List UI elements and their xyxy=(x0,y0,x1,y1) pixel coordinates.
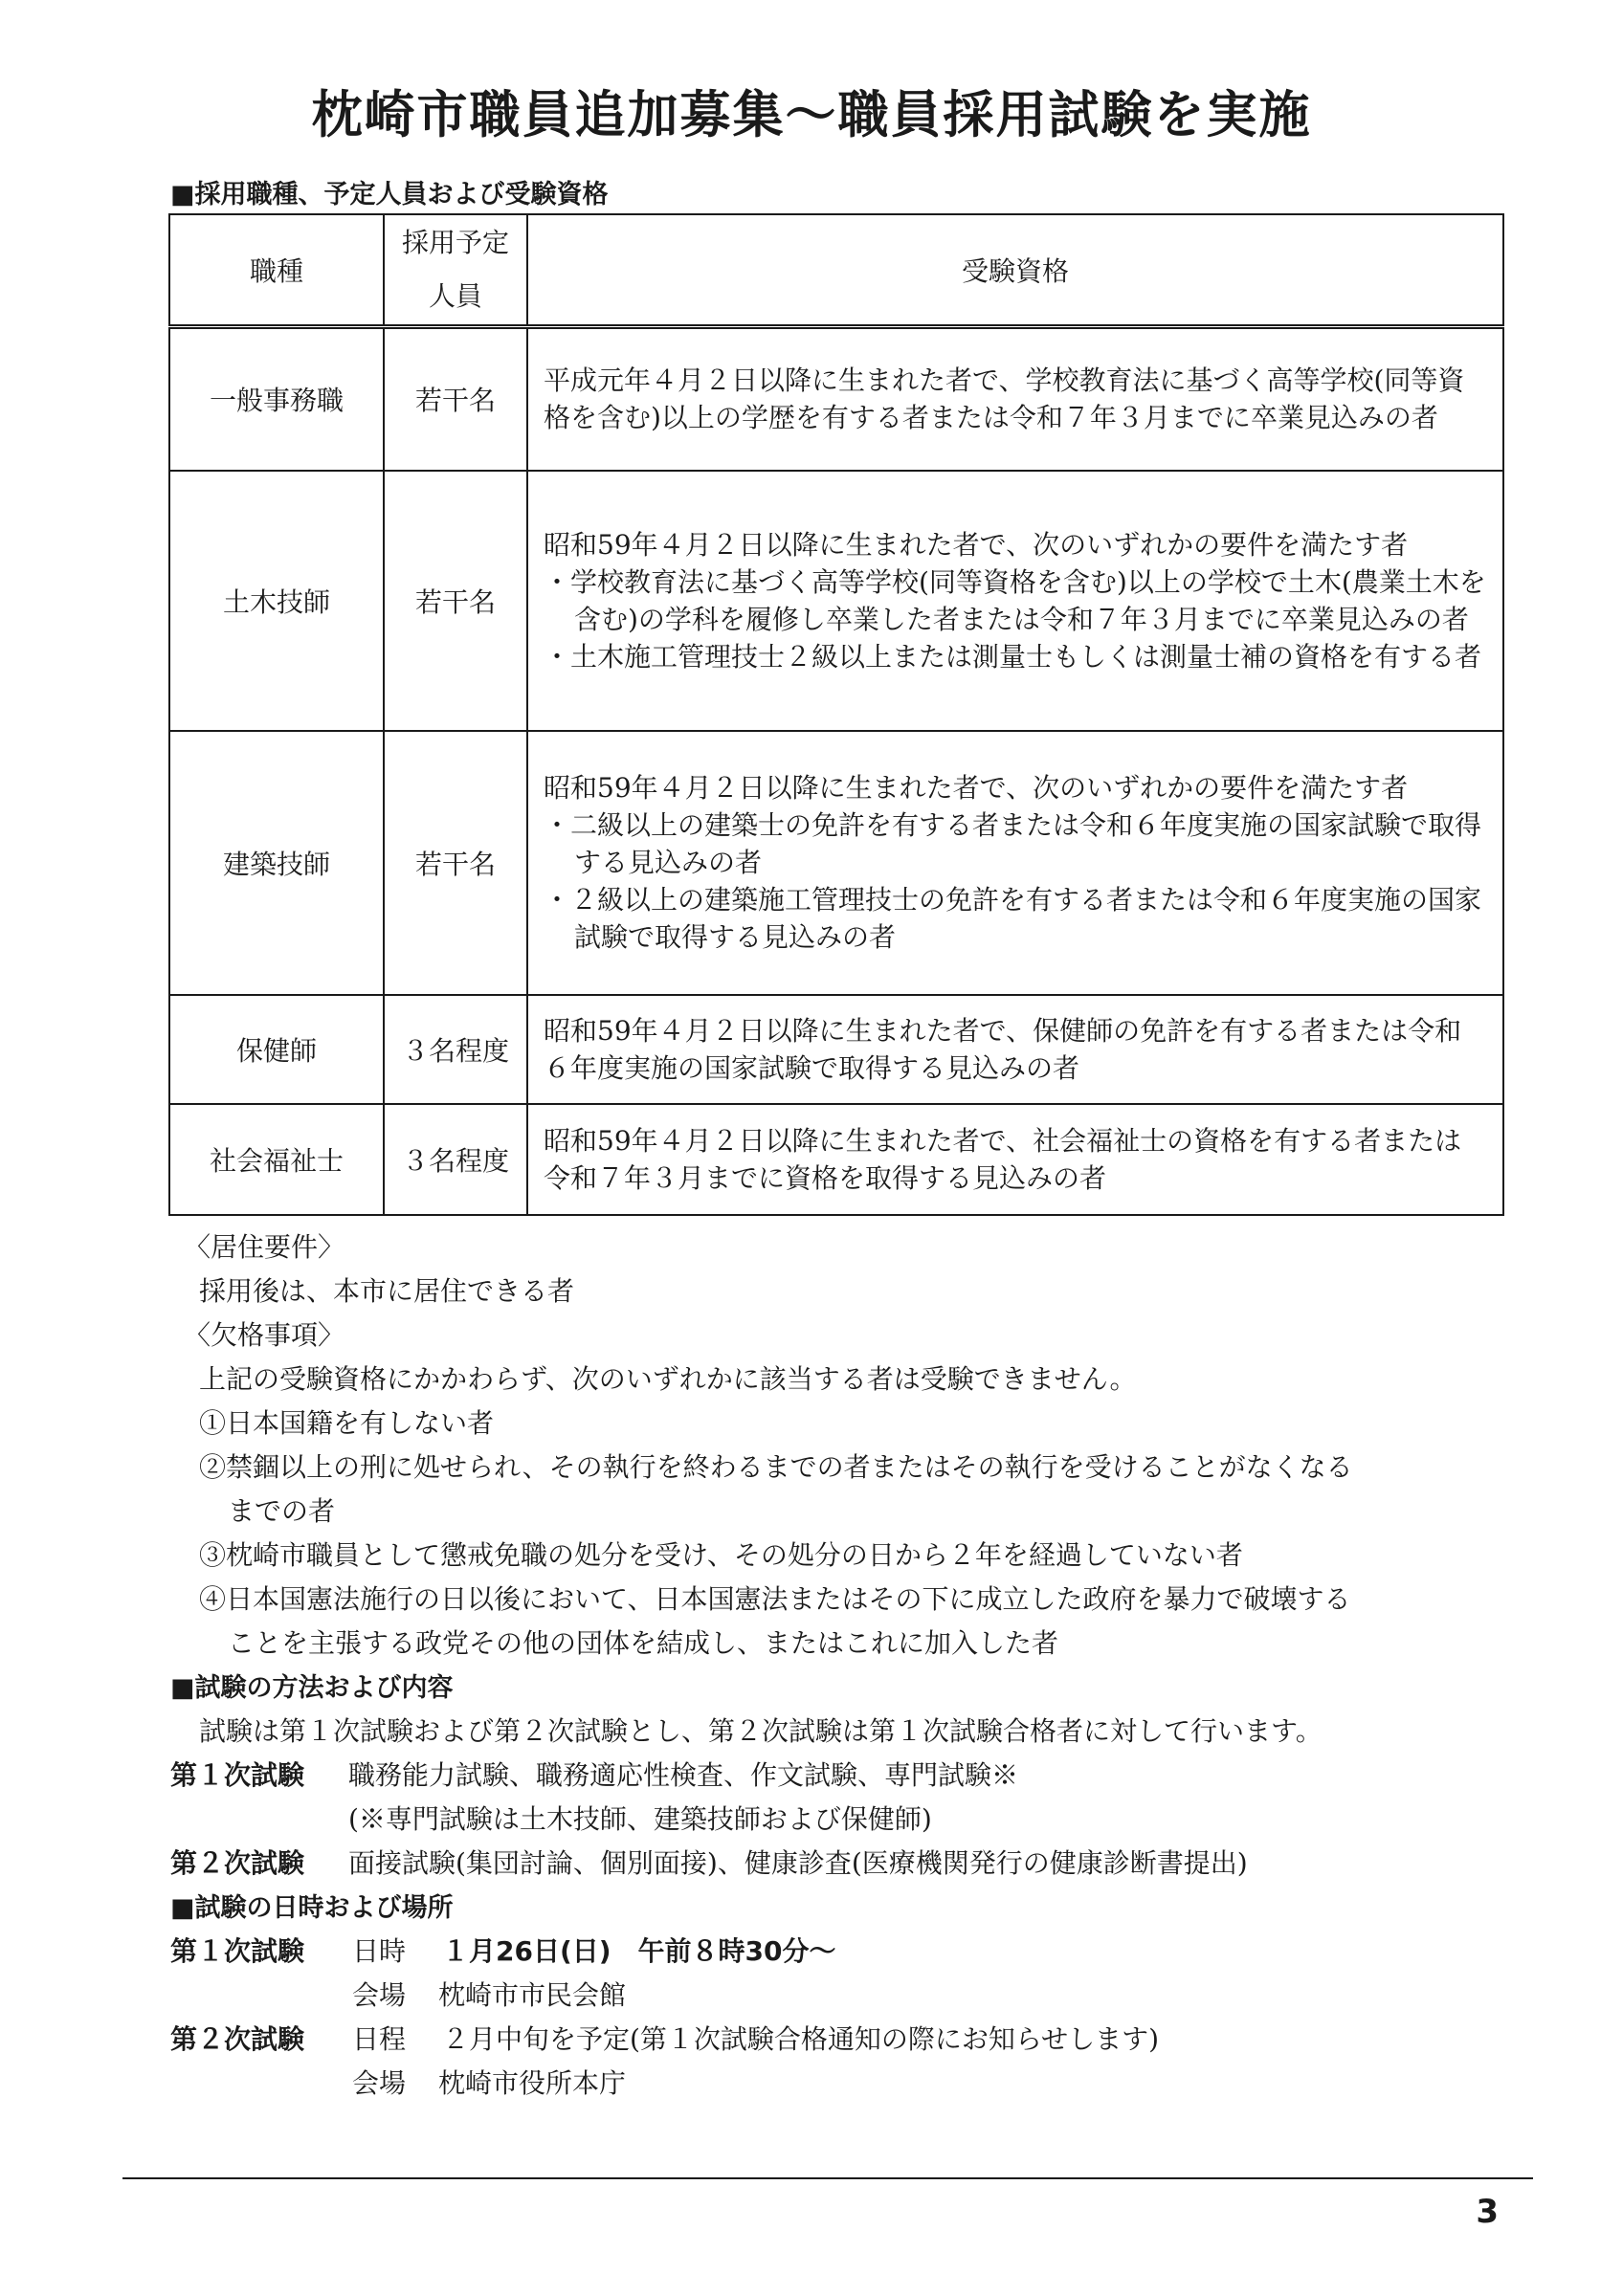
first-exam-label: 第１次試験 xyxy=(170,1759,305,1791)
first-venue: 枕崎市市民会館 xyxy=(438,1979,627,2011)
first-venue-label: 会場 xyxy=(352,1979,407,2011)
qualifications-table xyxy=(168,213,1504,1216)
qualification-bullet: ・二級以上の建築士の免許を有する者または令和６年度実施の国家試験で取得する見込みの者 xyxy=(544,809,1482,878)
first-exam-note: (※専門試験は土木技師、建築技師および保健師) xyxy=(348,1803,932,1835)
disqualification-item: ①日本国籍を有しない者 xyxy=(199,1407,495,1439)
qualification-line: 昭和59年４月２日以降に生まれた者で、保健師の免許を有する者または令和６年度実施の国家試験で取得する見込みの者 xyxy=(544,1014,1462,1084)
table-header-row xyxy=(169,214,1503,327)
job-cell: 土木技師 xyxy=(169,471,384,731)
count-cell: ３名程度 xyxy=(384,995,527,1104)
table-row xyxy=(169,327,1503,471)
second-exam-content: 面接試験(集団討論、個別面接)、健康診査(医療機関発行の健康診断書提出) xyxy=(348,1847,1248,1879)
count-cell: ３名程度 xyxy=(384,1104,527,1215)
disqualification-heading: 〈欠格事項〉 xyxy=(184,1319,345,1351)
footer-rule xyxy=(122,2177,1533,2179)
header-count-line2: 人員 xyxy=(428,280,482,312)
qualification-line: 昭和59年４月２日以降に生まれた者で、社会福祉士の資格を有する者または令和７年３月までに資格を取得する見込みの者 xyxy=(544,1124,1462,1194)
count-cell: 若干名 xyxy=(384,731,527,995)
disqualification-item-cont: ことを主張する政党その他の団体を結成し、またはこれに加入した者 xyxy=(228,1627,1059,1659)
second-schedule-label: 第２次試験 xyxy=(170,2023,305,2055)
job-cell: 社会福祉士 xyxy=(169,1104,384,1215)
qualification-bullet: ・２級以上の建築施工管理技士の免許を有する者または令和６年度実施の国家試験で取得する見込みの者 xyxy=(544,884,1482,953)
first-schedule-label: 第１次試験 xyxy=(170,1935,305,1967)
second-venue: 枕崎市役所本庁 xyxy=(438,2067,627,2099)
qualification-cell xyxy=(527,1104,1503,1215)
count-cell: 若干名 xyxy=(384,471,527,731)
qualification-cell xyxy=(527,327,1503,471)
table-row xyxy=(169,1104,1503,1215)
first-date: １月26日(日) 午前８時30分～ xyxy=(442,1935,836,1967)
job-cell: 建築技師 xyxy=(169,731,384,995)
qualification-cell xyxy=(527,471,1503,731)
residence-heading: 〈居住要件〉 xyxy=(184,1231,345,1263)
second-date: ２月中旬を予定(第１次試験合格通知の際にお知らせします) xyxy=(442,2023,1160,2055)
header-count-line1: 採用予定 xyxy=(401,227,509,258)
section-heading-qualifications: ■採用職種、予定人員および受験資格 xyxy=(170,180,609,210)
first-date-label: 日時 xyxy=(352,1935,407,1967)
qualification-line: 昭和59年４月２日以降に生まれた者で、次のいずれかの要件を満たす者 xyxy=(544,772,1409,804)
residence-text: 採用後は、本市に居住できる者 xyxy=(199,1275,575,1307)
header-count xyxy=(384,214,527,327)
disqualification-item: ③枕崎市職員として懲戒免職の処分を受け、その処分の日から２年を経過していない者 xyxy=(199,1539,1243,1571)
header-job: 職種 xyxy=(169,214,384,327)
qualification-bullet: ・学校教育法に基づく高等学校(同等資格を含む)以上の学校で土木(農業土木を含む)の学科を履修し卒業した者または令和７年３月までに卒業見込みの者 xyxy=(544,565,1486,635)
disqualification-item-cont: までの者 xyxy=(228,1495,336,1527)
count-cell: 若干名 xyxy=(384,327,527,471)
page-number: 3 xyxy=(1476,2193,1499,2231)
qualification-cell xyxy=(527,731,1503,995)
first-exam-content: 職務能力試験、職務適応性検査、作文試験、専門試験※ xyxy=(348,1759,1019,1791)
job-cell: 保健師 xyxy=(169,995,384,1104)
page-title: 枕崎市職員追加募集～職員採用試験を実施 xyxy=(311,86,1312,144)
qualification-line: 昭和59年４月２日以降に生まれた者で、次のいずれかの要件を満たす者 xyxy=(544,528,1409,561)
disqualification-item: ④日本国憲法施行の日以後において、日本国憲法またはその下に成立した政府を暴力で破壊する xyxy=(199,1583,1351,1615)
qualification-cell xyxy=(527,995,1503,1104)
method-intro: 試験は第１次試験および第２次試験とし、第２次試験は第１次試験合格者に対して行います。 xyxy=(199,1715,1323,1747)
qualification-line: 平成元年４月２日以降に生まれた者で、学校教育法に基づく高等学校(同等資格を含む)以上の学歴を有する者または令和７年３月までに卒業見込みの者 xyxy=(544,364,1465,434)
section-heading-schedule: ■試験の日時および場所 xyxy=(170,1893,454,1923)
job-cell: 一般事務職 xyxy=(169,327,384,471)
header-qualification: 受験資格 xyxy=(527,214,1503,327)
section-heading-method: ■試験の方法および内容 xyxy=(170,1673,454,1703)
table-row xyxy=(169,995,1503,1104)
disqualification-item: ②禁錮以上の刑に処せられ、その執行を終わるまでの者またはその執行を受けることがなくなる xyxy=(199,1451,1353,1483)
disqualification-intro: 上記の受験資格にかかわらず、次のいずれかに該当する者は受験できません。 xyxy=(199,1363,1137,1395)
table-row xyxy=(169,731,1503,995)
second-date-label: 日程 xyxy=(352,2023,407,2055)
table-row xyxy=(169,471,1503,731)
second-exam-label: 第２次試験 xyxy=(170,1847,305,1879)
second-venue-label: 会場 xyxy=(352,2067,407,2099)
qualification-bullet: ・土木施工管理技士２級以上または測量士もしくは測量士補の資格を有する者 xyxy=(544,640,1482,673)
